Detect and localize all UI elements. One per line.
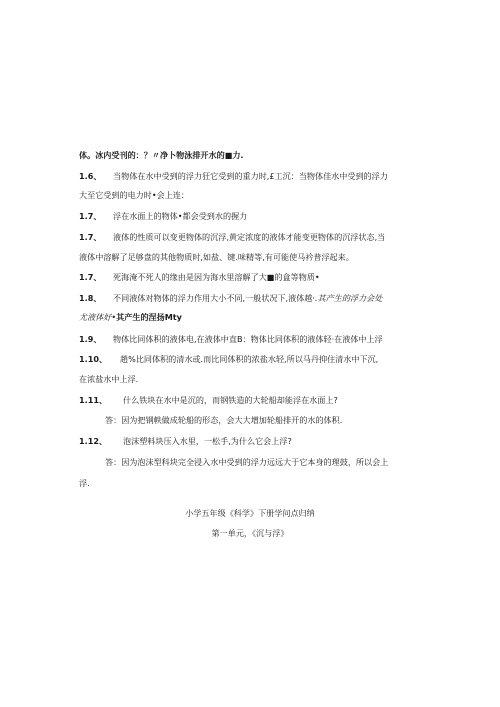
line-text-bold: 其产生的涅扬Mty: [116, 312, 182, 322]
item-number: 1.9、: [79, 334, 102, 344]
list-item: [79, 170, 440, 182]
text-line: [79, 149, 440, 161]
answer-line: [79, 456, 440, 468]
text-line: [79, 477, 440, 489]
list-item: [79, 292, 440, 304]
line-text: 大至它受到的电力时•会上连：: [79, 190, 189, 200]
item-number: 1.6、: [79, 171, 102, 181]
item-number: 1.7、: [79, 272, 102, 282]
item-number: 1.11、: [79, 395, 108, 405]
text-line: [79, 251, 440, 263]
list-item: [79, 435, 440, 447]
title-text: 小学五年级《科学》下册学问点归纳: [185, 508, 315, 518]
line-text: 在浓盐水中上浮.: [79, 374, 139, 384]
line-text: 液体的性质可以变更物体的沉浮,黄定浓度的液体才能变更物体的沉浮状态,当: [113, 232, 386, 242]
item-number: 1.7、: [79, 211, 102, 221]
list-item: [79, 271, 440, 283]
item-number: 1.10、: [79, 354, 108, 364]
line-text-italic: 尤液体好•: [79, 312, 117, 322]
answer-line: [79, 414, 440, 426]
line-text: 答：因为把钢帙做成轮船的形态，会大大增加轮船排开的水的体积.: [105, 415, 343, 425]
item-number: 1.12、: [79, 436, 108, 446]
line-text: 浮在水面上的物体•都会受到水的握力: [113, 211, 248, 221]
list-item: [79, 333, 440, 345]
line-text: 泡沫塑料块压入水里，一松手,为什么它会上浮?: [123, 436, 292, 446]
line-text: 物体比同体积的液体电,在液体中直B：物体比同体积的液体轻·在液体中上浮: [113, 334, 383, 344]
line-text: 浮.: [79, 478, 90, 488]
line-text-italic: .其产生的浮力会处: [314, 293, 383, 303]
item-number: 1.8、: [79, 293, 102, 303]
section-title: [0, 507, 500, 519]
line-text: 体。冰内受刊的：？〃净卜物泳排开水的■力.: [79, 150, 244, 160]
line-text: 死海淹不死人的缘由是因为海水里溶解了大■的盒等物质•: [113, 272, 320, 282]
line-text: 趙%比同体积的清水或.而比同体积的浓盐水轻,所以马丹抑住清水中下沉,: [120, 354, 379, 364]
line-text: 液体中溶解了足够盘的其他物质时,如盐、键.味精等,有可能使马衿普浮起来。: [79, 252, 354, 262]
list-item: [79, 353, 440, 365]
unit-title: [0, 527, 500, 539]
list-item: [79, 231, 440, 243]
title-text: 第一单元，《沉与浮》: [211, 528, 289, 538]
line-text: 答：因为泡沫型科块完全浸入水中受到的浮力远远大于它本身的理鼓，所以会上: [105, 457, 389, 467]
list-item: [79, 394, 440, 406]
line-text: 不同液体对物体的浮力作用大小不同,一般状况下,液体越·: [113, 293, 315, 303]
item-number: 1.7、: [79, 232, 102, 242]
text-line: [79, 373, 440, 385]
text-line: [79, 189, 440, 201]
text-line: [79, 311, 440, 323]
line-text: 当物体在水中受到的浮力狂它受到的重力时,£工沉：当物体佳水中受到的浮力: [113, 171, 388, 181]
line-text: 什么铁块在水中是沉的，而钢铁造的大轮船却能浮在水面上?: [123, 395, 338, 405]
list-item: [79, 210, 440, 222]
